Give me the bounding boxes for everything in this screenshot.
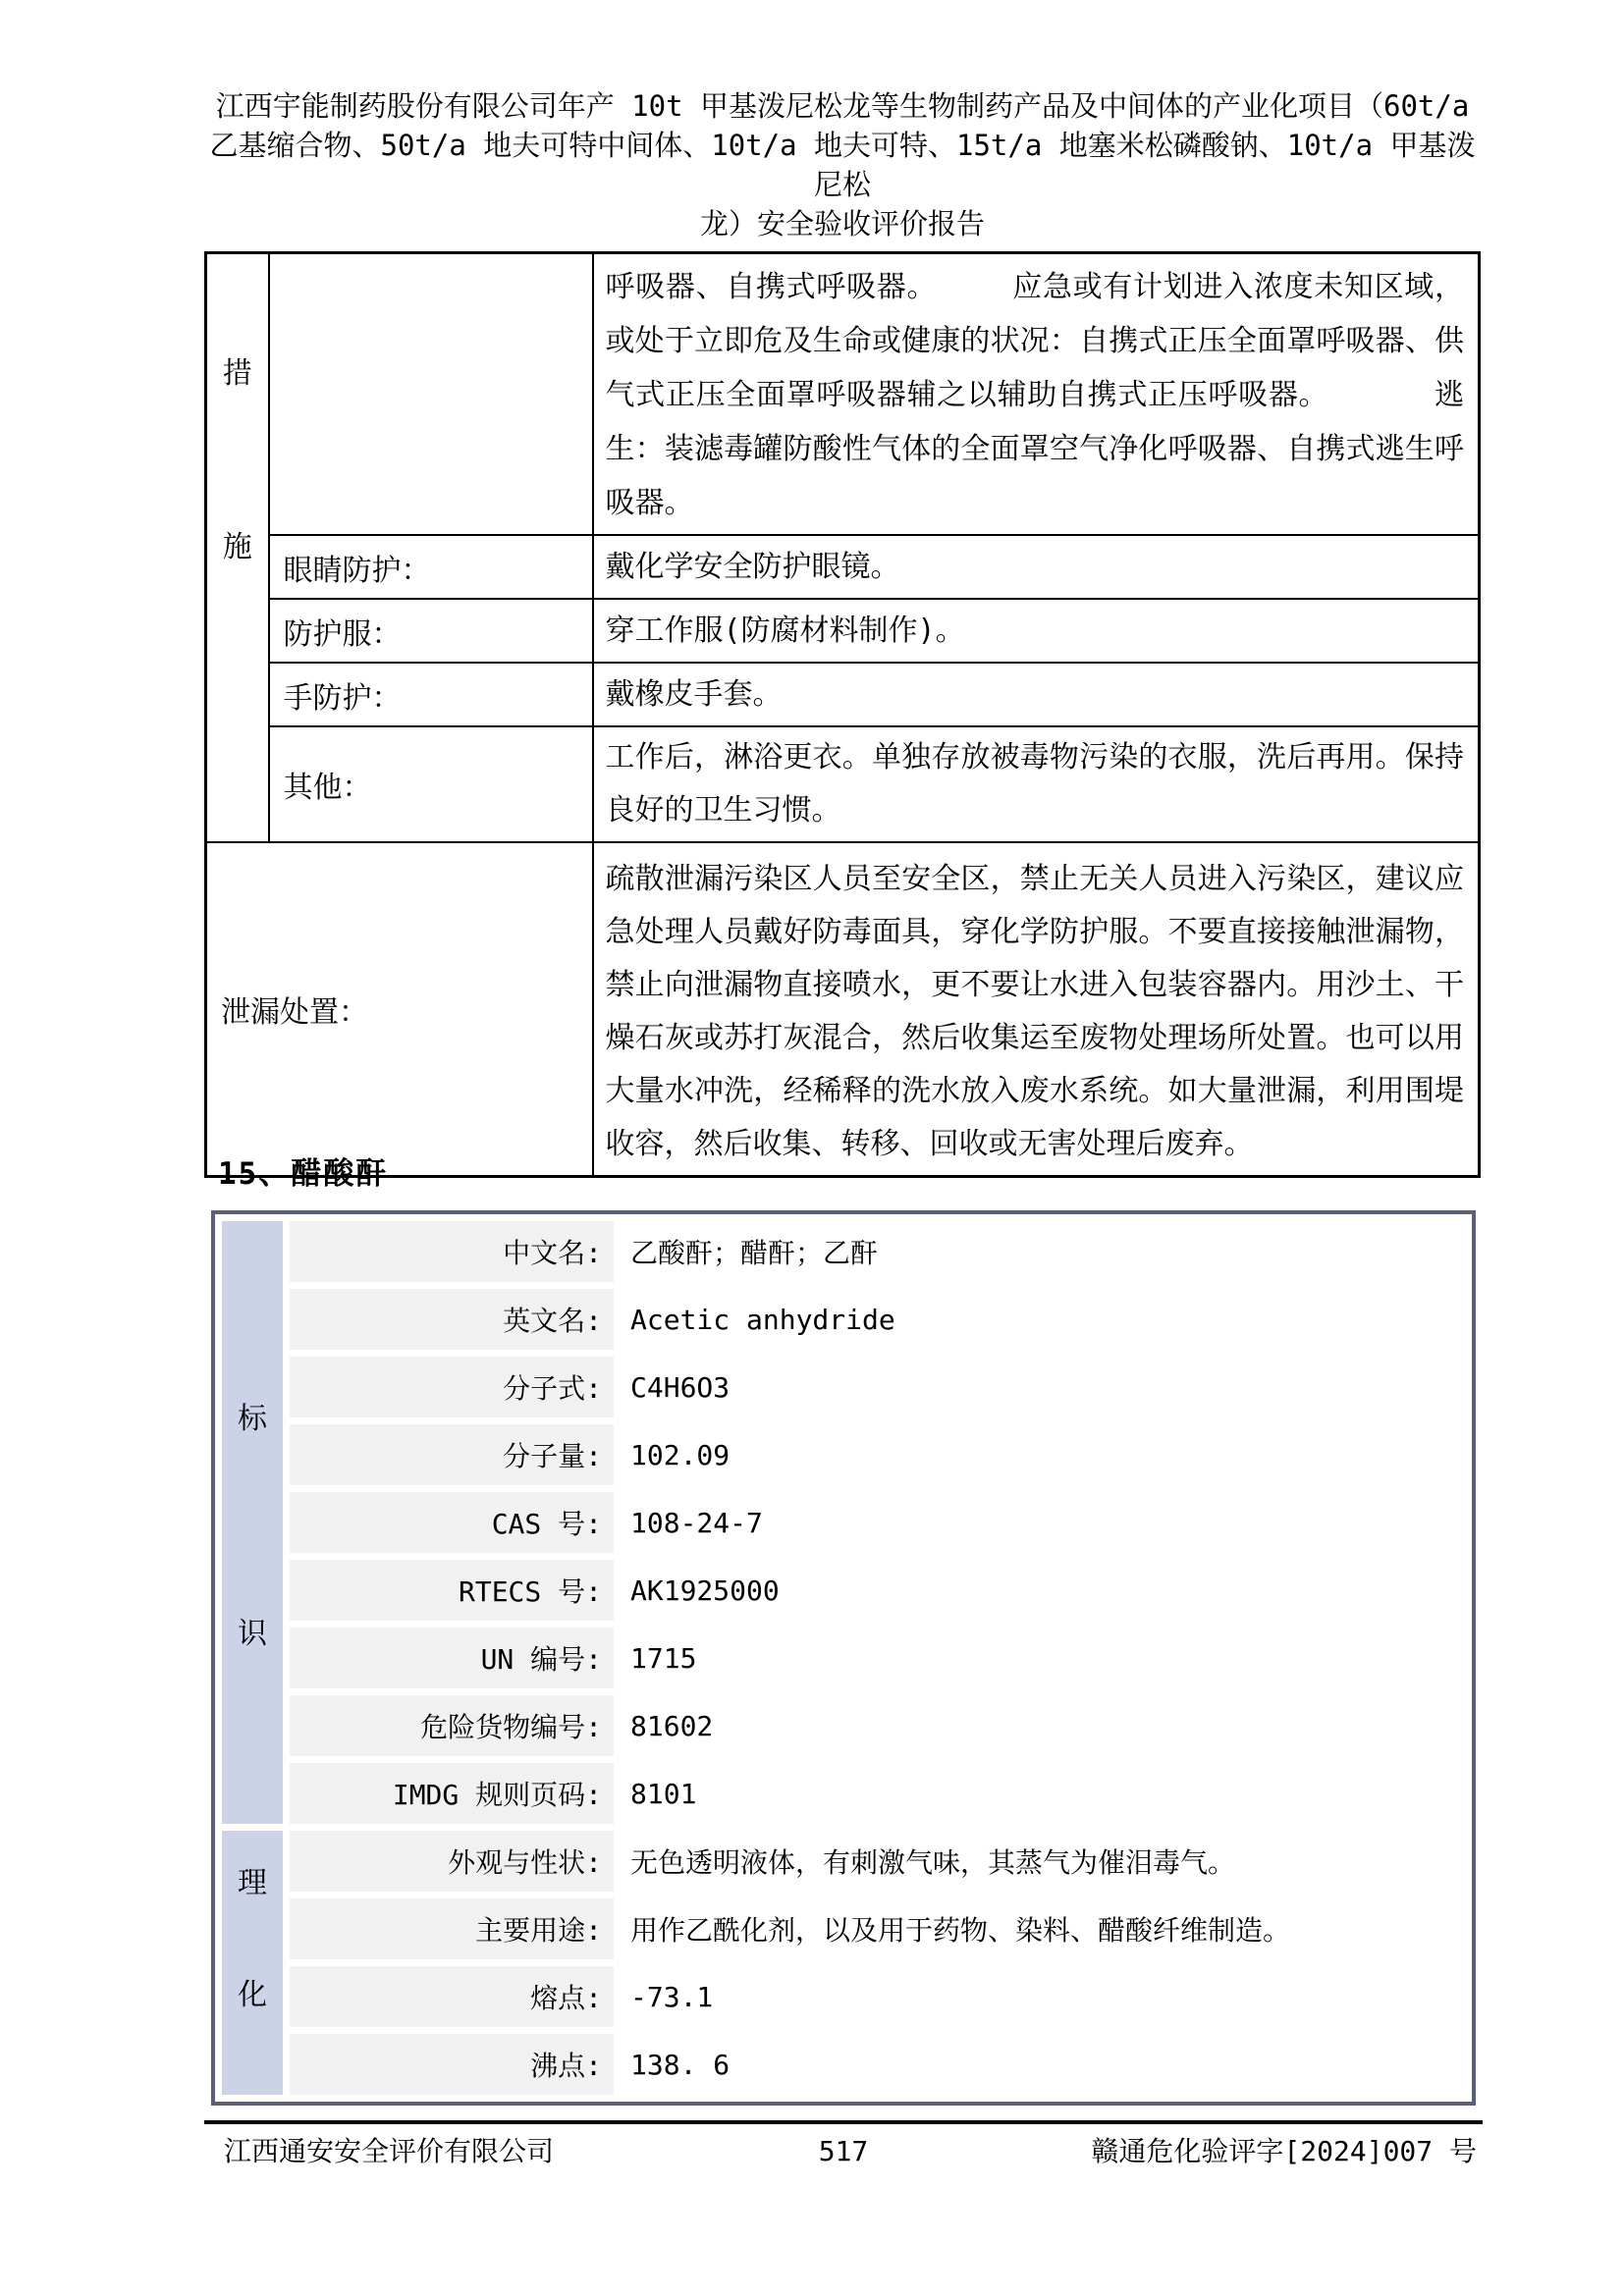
imdg-page-label: IMDG 规则页码: (290, 1763, 614, 1824)
section-title: 15、醋酸酐 (218, 1156, 389, 1192)
table-row (222, 1424, 1465, 1485)
appearance-label: 外观与性状: (290, 1831, 614, 1892)
english-name-value: Acetic anhydride (621, 1289, 1465, 1350)
footer-rule (204, 2120, 1483, 2124)
table-row (206, 599, 1480, 663)
footer-company: 江西通安安全评价有限公司 (224, 2135, 555, 2167)
table-row (222, 1628, 1465, 1688)
molecular-formula-label: 分子式: (290, 1357, 614, 1417)
molecular-weight-label: 分子量: (290, 1424, 614, 1485)
measures-group-cell (206, 253, 269, 843)
other-label: 其他： (269, 726, 593, 842)
table-row (222, 1492, 1465, 1553)
table-row (222, 1966, 1465, 2027)
header-line-3: 龙）安全验收评价报告 (699, 207, 985, 240)
table-row (206, 842, 1480, 1177)
physchem-group-label (223, 1831, 282, 2095)
molecular-formula-value: C4H6O3 (621, 1357, 1465, 1417)
rtecs-number-label: RTECS 号: (290, 1560, 614, 1621)
other-content: 工作后，淋浴更衣。单独存放被毒物污染的衣服，洗后再用。保持良好的卫生习惯。 (593, 726, 1480, 842)
table-row (222, 1357, 1465, 1417)
appearance-value: 无色透明液体，有刺激气味，其蒸气为催泪毒气。 (621, 1831, 1465, 1892)
spill-disposal-content: 疏散泄漏污染区人员至安全区，禁止无关人员进入污染区，建议应急处理人员戴好防毒面具，穿化学防护服。不要直接接触泄漏物，禁止向泄漏物直接喷水，更不要让水进入包装容器内。用沙土、干燥石灰或苏打灰混合，然后收集运至废物处理场所处置。也可以用大量水冲洗，经稀释的洗水放入废水系统。如大量泄漏，利用围堤收容，然后收集、转移、回收或无害处理后废弃。 (593, 842, 1480, 1177)
melting-point-value: -73.1 (621, 1966, 1465, 2027)
identity-char-2: 识 (238, 1616, 267, 1651)
respiratory-label-cell-empty (269, 253, 593, 536)
table-row (222, 1831, 1465, 1892)
molecular-weight-value: 102.09 (621, 1424, 1465, 1485)
imdg-page-value: 8101 (621, 1763, 1465, 1824)
measures-char-2: 施 (222, 530, 252, 564)
chemical-identity-table (211, 1210, 1476, 2106)
main-use-value: 用作乙酰化剂，以及用于药物、染料、醋酸纤维制造。 (621, 1898, 1465, 1959)
measures-char-1: 措 (222, 356, 252, 391)
cas-number-value: 108-24-7 (621, 1492, 1465, 1553)
dangerous-goods-number-value: 81602 (621, 1695, 1465, 1756)
page-header (204, 86, 1481, 243)
protective-clothing-content: 穿工作服(防腐材料制作)。 (593, 599, 1480, 663)
boiling-point-value: 138. 6 (621, 2034, 1465, 2095)
footer-doc-number: 赣通危化验评字[2024]007 号 (1091, 2135, 1477, 2167)
table-row (206, 535, 1480, 599)
table-row (222, 2034, 1465, 2095)
hand-protection-label: 手防护： (269, 663, 593, 726)
eye-protection-content: 戴化学安全防护眼镜。 (593, 535, 1480, 599)
respiratory-content-cell: 呼吸器、自携式呼吸器。 应急或有计划进入浓度未知区域，或处于立即危及生命或健康的状况：自携式正压全面罩呼吸器、供气式正压全面罩呼吸器辅之以辅助自携式正压呼吸器。 逃生：装滤毒罐防酸性气体的全面罩空气净化呼吸器、自携式逃生呼吸器。 (593, 253, 1480, 536)
physchem-char-1: 理 (238, 1866, 267, 1900)
main-use-label: 主要用途: (290, 1898, 614, 1959)
chinese-name-label: 中文名: (290, 1221, 614, 1282)
cas-number-label: CAS 号: (290, 1492, 614, 1553)
identity-group-label (223, 1222, 282, 1823)
protective-measures-table (204, 251, 1481, 1178)
measures-group-label (208, 348, 267, 565)
un-number-value: 1715 (621, 1628, 1465, 1688)
table-row (222, 1898, 1465, 1959)
spill-disposal-label: 泄漏处置： (206, 842, 593, 1177)
table-row (206, 253, 1480, 536)
melting-point-label: 熔点: (290, 1966, 614, 2027)
boiling-point-label: 沸点: (290, 2034, 614, 2095)
chinese-name-value: 乙酸酐；醋酐；乙酐 (621, 1221, 1465, 1282)
header-line-1: 江西宇能制药股份有限公司年产 10t 甲基泼尼松龙等生物制药产品及中间体的产业化项目（60t/a (215, 89, 1470, 123)
dangerous-goods-number-label: 危险货物编号: (290, 1695, 614, 1756)
english-name-label: 英文名: (290, 1289, 614, 1350)
table-row (222, 1695, 1465, 1756)
rtecs-number-value: AK1925000 (621, 1560, 1465, 1621)
footer-page-number: 517 (818, 2135, 869, 2167)
un-number-label: UN 编号: (290, 1628, 614, 1688)
header-line-2: 乙基缩合物、50t/a 地夫可特中间体、10t/a 地夫可特、15t/a 地塞米松磷酸钠、10t/a 甲基泼尼松 (209, 129, 1476, 201)
table-row (222, 1763, 1465, 1824)
table-row (206, 726, 1480, 842)
table-row (206, 663, 1480, 726)
hand-protection-content: 戴橡皮手套。 (593, 663, 1480, 726)
eye-protection-label: 眼睛防护： (269, 535, 593, 599)
physchem-char-2: 化 (238, 1978, 267, 2012)
protective-clothing-label: 防护服： (269, 599, 593, 663)
identity-group-cell (222, 1221, 283, 1824)
physchem-group-cell (222, 1831, 283, 2095)
table-row (222, 1560, 1465, 1621)
page-footer (204, 2133, 1483, 2172)
identity-char-1: 标 (238, 1401, 267, 1436)
table-row (222, 1289, 1465, 1350)
table-row (222, 1221, 1465, 1282)
